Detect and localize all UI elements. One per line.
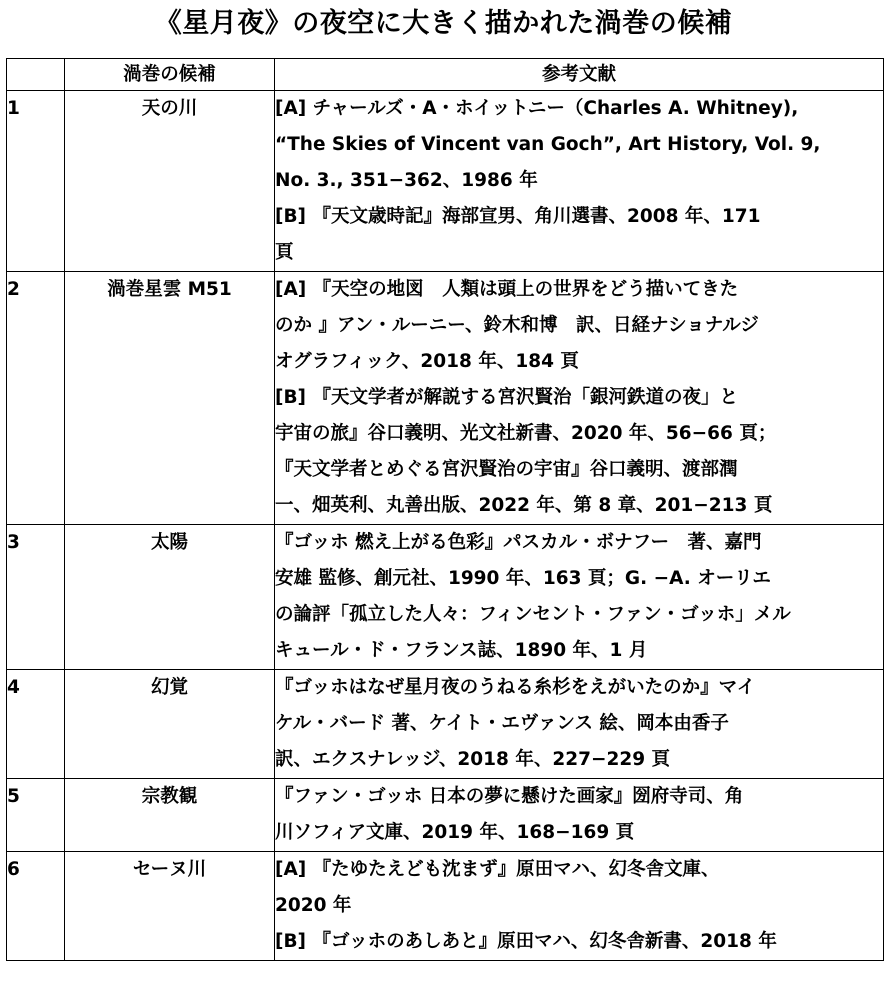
reference-line: 『ファン・ゴッホ 日本の夢に懸けた画家』圀府寺司、角 <box>275 786 744 807</box>
row-number: 2 <box>7 272 65 525</box>
candidate-cell: 太陽 <box>65 525 275 670</box>
reference-line: [B] 『天文学者が解説する宮沢賢治「銀河鉄道の夜」と <box>275 387 738 408</box>
table-row <box>7 272 884 525</box>
candidate-cell: 渦巻星雲 M51 <box>65 272 275 525</box>
table-row <box>7 670 884 779</box>
candidate-cell: 宗教観 <box>65 779 275 852</box>
reference-cell <box>275 779 884 852</box>
reference-line: [A] 『たゆたえども沈まず』原田マハ、幻冬舎文庫、 <box>275 859 720 880</box>
reference-cell <box>275 91 884 272</box>
reference-line: 『天文学者とめぐる宮沢賢治の宇宙』谷口義明、渡部潤 <box>275 459 738 480</box>
reference-line: キュール・ド・フランス誌、1890 年、1 月 <box>275 640 648 661</box>
reference-table <box>6 58 884 961</box>
reference-line: ケル・バード 著、ケイト・エヴァンス 絵、岡本由香子 <box>275 713 729 734</box>
table-row <box>7 852 884 961</box>
reference-line: の論評「孤立した人々：フィンセント・ファン・ゴッホ」メル <box>275 604 791 625</box>
header-number <box>7 59 65 91</box>
reference-line: [A] 『天空の地図 人類は頭上の世界をどう描いてきた <box>275 279 739 300</box>
header-references: 参考文献 <box>275 59 884 91</box>
table-body <box>7 91 884 961</box>
candidate-cell: 天の川 <box>65 91 275 272</box>
candidate-cell: 幻覚 <box>65 670 275 779</box>
reference-cell <box>275 852 884 961</box>
reference-line: のか 』アン・ルーニー、鈴木和博 訳、日経ナショナルジ <box>275 315 759 336</box>
row-number: 6 <box>7 852 65 961</box>
table-row <box>7 525 884 670</box>
reference-cell <box>275 525 884 670</box>
reference-line: [A] チャールズ・A・ホイットニー（Charles A. Whitney), <box>275 98 799 119</box>
reference-line: 川ソフィア文庫、2019 年、168−169 頁 <box>275 822 635 843</box>
reference-line: [B] 『天文歳時記』海部宣男、角川選書、2008 年、171 <box>275 206 761 227</box>
reference-line: 『ゴッホはなぜ星月夜のうねる糸杉をえがいたのか』マイ <box>275 677 756 698</box>
row-number: 3 <box>7 525 65 670</box>
row-number: 4 <box>7 670 65 779</box>
reference-line: 安雄 監修、創元社、1990 年、163 頁；G. −A. オーリエ <box>275 568 771 589</box>
reference-cell <box>275 670 884 779</box>
row-number: 5 <box>7 779 65 852</box>
reference-line: 2020 年 <box>275 895 352 916</box>
reference-line: 頁 <box>275 242 294 263</box>
table-row <box>7 779 884 852</box>
row-number: 1 <box>7 91 65 272</box>
reference-line: No. 3., 351−362、1986 年 <box>275 170 538 191</box>
table-header-row <box>7 59 884 91</box>
reference-line: “The Skies of Vincent van Goch”, Art History, Vol. 9, <box>275 134 821 155</box>
header-candidate: 渦巻の候補 <box>65 59 275 91</box>
table-row <box>7 91 884 272</box>
reference-line: [B] 『ゴッホのあしあと』原田マハ、幻冬舎新書、2018 年 <box>275 931 777 952</box>
reference-line: 訳、エクスナレッジ、2018 年、227−229 頁 <box>275 749 671 770</box>
reference-line: 宇宙の旅』谷口義明、光文社新書、2020 年、56−66 頁； <box>275 423 777 444</box>
reference-line: 一、畑英利、丸善出版、2022 年、第 8 章、201−213 頁 <box>275 495 773 516</box>
page-title: 《星月夜》の夜空に大きく描かれた渦巻の候補 <box>154 8 733 39</box>
reference-cell <box>275 272 884 525</box>
reference-line: 『ゴッホ 燃え上がる色彩』パスカル・ボナフー 著、嘉門 <box>275 532 762 553</box>
reference-line: オグラフィック、2018 年、184 頁 <box>275 351 579 372</box>
candidate-cell: セーヌ川 <box>65 852 275 961</box>
